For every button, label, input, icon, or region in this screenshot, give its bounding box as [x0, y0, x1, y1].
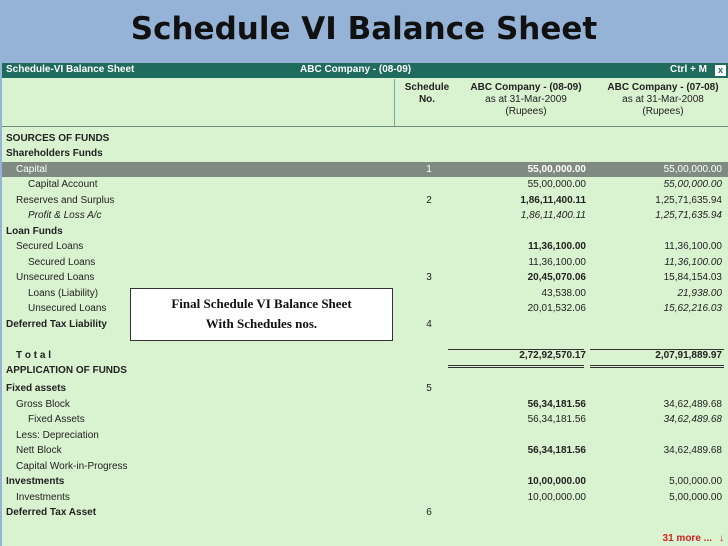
current-year-amount: 56,34,181.56	[527, 414, 586, 425]
table-row[interactable]	[2, 490, 728, 505]
current-year-amount: 1,86,11,400.11	[520, 195, 586, 206]
table-row[interactable]	[2, 428, 728, 443]
previous-year-amount: 21,938.00	[677, 288, 722, 299]
table-row[interactable]	[2, 162, 728, 177]
more-rows-link[interactable]: 31 more ...	[662, 533, 712, 544]
current-year-unit: (Rupees)	[505, 106, 547, 117]
current-year-amount: 11,36,100.00	[528, 257, 586, 268]
previous-year-company: ABC Company - (07-08)	[607, 82, 719, 93]
row-label: Loan Funds	[6, 226, 63, 237]
current-year-header	[458, 82, 594, 118]
company-title: ABC Company - (08-09)	[300, 64, 412, 75]
previous-year-unit: (Rupees)	[642, 106, 684, 117]
row-label: Investments	[16, 492, 70, 503]
row-label: Unsecured Loans	[28, 303, 107, 314]
schedule-header-line1: Schedule	[404, 82, 450, 93]
table-row[interactable]	[2, 255, 728, 270]
shortcut-label: Ctrl + M	[670, 64, 707, 75]
schedule-number: 4	[426, 319, 432, 330]
row-label: Secured Loans	[28, 257, 96, 268]
total-top-rule	[448, 349, 584, 350]
current-year-amount: 1,86,11,400.11	[520, 210, 586, 221]
row-label: Capital Account	[28, 179, 98, 190]
current-year-amount: 43,538.00	[541, 288, 586, 299]
current-year-amount: 56,34,181.56	[527, 445, 586, 456]
row-label: APPLICATION OF FUNDS	[6, 365, 127, 376]
row-label: Fixed Assets	[28, 414, 85, 425]
row-label: Loans (Liability)	[28, 288, 99, 299]
current-year-amount: 55,00,000.00	[527, 164, 586, 175]
table-row[interactable]	[2, 177, 728, 192]
previous-year-date: as at 31-Mar-2008	[622, 94, 704, 105]
table-row[interactable]	[2, 397, 728, 412]
schedule-number: 2	[426, 195, 432, 206]
callout-line1: Final Schedule VI Balance Sheet	[171, 296, 352, 311]
current-year-amount: 2,72,92,570.17	[519, 350, 586, 361]
current-year-company: ABC Company - (08-09)	[470, 82, 582, 93]
row-label: Nett Block	[16, 445, 62, 456]
total-top-rule-prev	[590, 349, 724, 350]
current-year-amount: 10,00,000.00	[527, 492, 586, 503]
table-row[interactable]	[2, 193, 728, 208]
total-bottom-rule	[448, 365, 584, 366]
current-year-amount: 10,00,000.00	[527, 476, 586, 487]
row-label: Investments	[6, 476, 65, 487]
column-header	[2, 79, 728, 126]
table-row[interactable]	[2, 348, 728, 363]
previous-year-amount: 15,62,216.03	[663, 303, 722, 314]
table-row[interactable]	[2, 474, 728, 489]
row-label: Less: Depreciation	[16, 430, 99, 441]
previous-year-amount: 34,62,489.68	[663, 445, 722, 456]
previous-year-amount: 55,00,000.00	[663, 179, 722, 190]
previous-year-amount: 1,25,71,635.94	[655, 195, 722, 206]
row-label: Secured Loans	[16, 241, 84, 252]
slide-title: Schedule VI Balance Sheet	[130, 11, 598, 47]
table-row[interactable]	[2, 270, 728, 285]
table-row[interactable]	[2, 131, 728, 146]
table-row[interactable]	[2, 412, 728, 427]
schedule-number: 6	[426, 507, 432, 518]
current-year-amount: 11,36,100.00	[528, 241, 586, 252]
table-row[interactable]	[2, 208, 728, 223]
row-label: Fixed assets	[6, 383, 67, 394]
annotation-callout	[130, 288, 393, 341]
table-row[interactable]	[2, 239, 728, 254]
row-label: Capital Work-in-Progress	[16, 461, 128, 472]
previous-year-amount: 11,36,100.00	[664, 241, 722, 252]
schedule-header	[400, 82, 454, 106]
schedule-header-line2: No.	[418, 94, 436, 105]
row-label: Capital	[16, 164, 48, 175]
previous-year-amount: 2,07,91,889.97	[655, 350, 722, 361]
row-label: Reserves and Surplus	[16, 195, 115, 206]
total-bottom-rule-double	[448, 367, 584, 368]
header-divider	[394, 79, 395, 126]
window-title: Schedule-VI Balance Sheet	[6, 64, 135, 75]
previous-year-amount: 1,25,71,635.94	[655, 210, 722, 221]
arrow-down-icon[interactable]: ↓	[719, 533, 724, 544]
row-label: Gross Block	[16, 399, 70, 410]
current-year-amount: 20,01,532.06	[527, 303, 586, 314]
previous-year-amount: 5,00,000.00	[669, 492, 722, 503]
row-label: T o t a l	[16, 350, 51, 361]
current-year-amount: 56,34,181.56	[527, 399, 586, 410]
table-row[interactable]	[2, 443, 728, 458]
table-row[interactable]	[2, 459, 728, 474]
current-year-amount: 55,00,000.00	[527, 179, 586, 190]
close-icon[interactable]: x	[715, 65, 726, 76]
schedule-number: 3	[426, 272, 432, 283]
window-titlebar	[2, 63, 728, 78]
table-row[interactable]	[2, 146, 728, 161]
previous-year-header	[596, 82, 728, 118]
table-row[interactable]	[2, 505, 728, 520]
row-label: Shareholders Funds	[6, 148, 103, 159]
callout-line2: With Schedules nos.	[205, 316, 318, 331]
total-bottom-rule-prev-double	[590, 367, 724, 368]
previous-year-amount: 11,36,100.00	[664, 257, 722, 268]
previous-year-amount: 55,00,000.00	[663, 164, 722, 175]
row-label: SOURCES OF FUNDS	[6, 133, 110, 144]
current-year-amount: 20,45,070.06	[527, 272, 586, 283]
previous-year-amount: 5,00,000.00	[669, 476, 722, 487]
schedule-number: 1	[426, 164, 432, 175]
table-row[interactable]	[2, 381, 728, 396]
header-underline	[2, 126, 728, 127]
previous-year-amount: 34,62,489.68	[663, 414, 722, 425]
row-label: Deferred Tax Liability	[6, 319, 107, 330]
schedule-number: 5	[426, 383, 432, 394]
previous-year-amount: 15,84,154.03	[663, 272, 722, 283]
row-label: Unsecured Loans	[16, 272, 95, 283]
previous-year-amount: 34,62,489.68	[663, 399, 722, 410]
table-row[interactable]	[2, 224, 728, 239]
total-bottom-rule-prev	[590, 365, 724, 366]
row-label: Profit & Loss A/c	[28, 210, 102, 221]
row-label: Deferred Tax Asset	[6, 507, 97, 518]
current-year-date: as at 31-Mar-2009	[485, 94, 567, 105]
